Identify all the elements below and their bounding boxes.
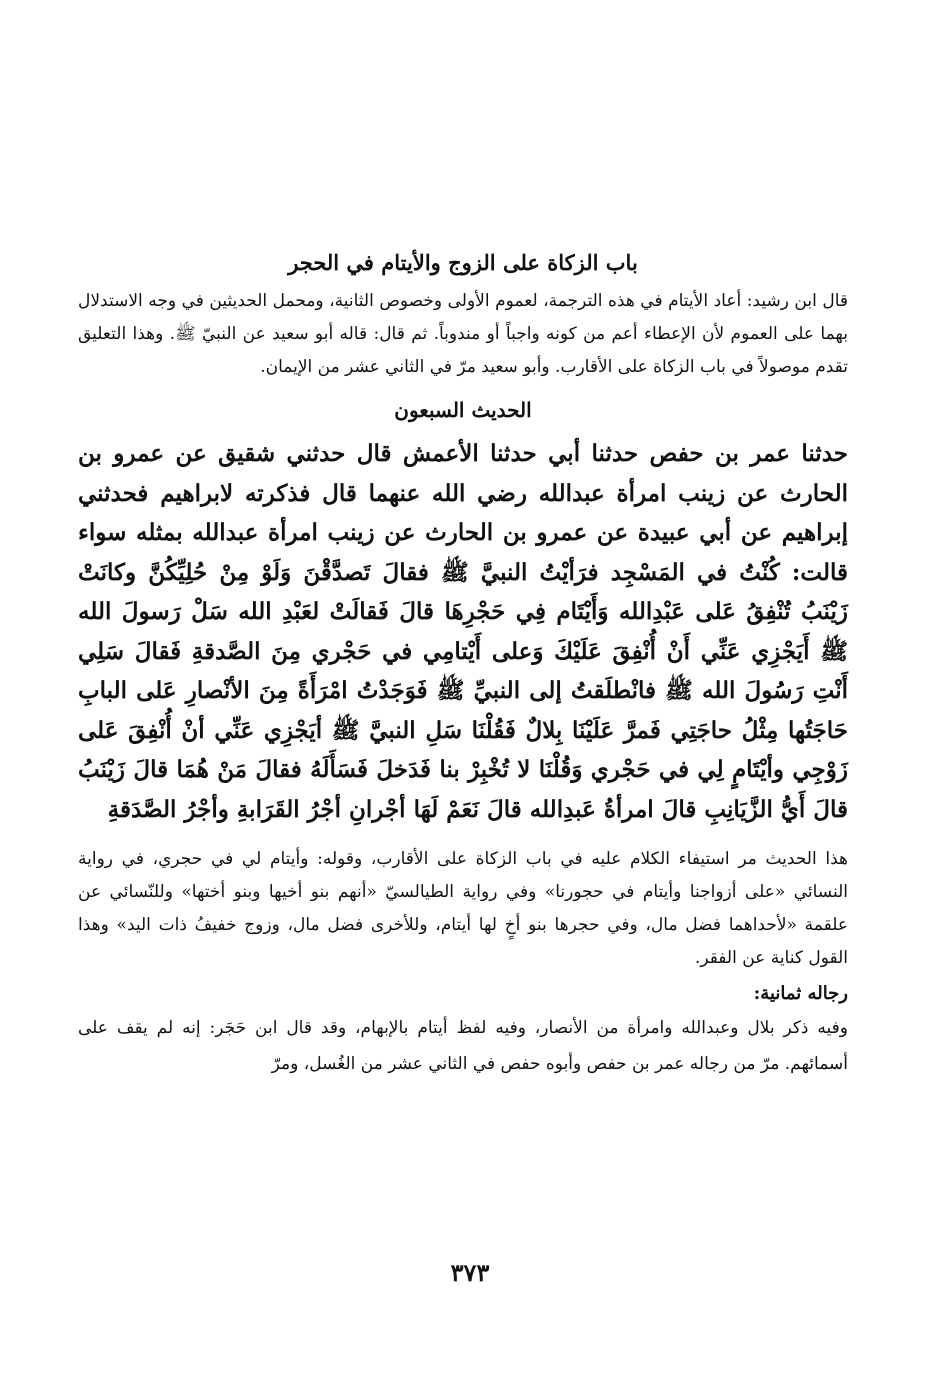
chapter-title: باب الزكاة على الزوج والأيتام في الحجر — [288, 250, 638, 275]
page-number: ٣٧٣ — [450, 1258, 490, 1287]
narrators-paragraph: وفيه ذكر بلال وعبدالله وامرأة من الأنصار، وفيه لفظ أيتام بالإبهام، وقد قال ابن حَجَر: إنه لم يقف على أسمائهم. مرّ من رجاله عمر بن حفص وأبوه حفص في الثاني عشر من الغُسل، ومرّ — [78, 1018, 848, 1074]
hadith-text: حدثنا عمر بن حفص حدثنا أبي حدثنا الأعمش قال حدثني شقيق عن عمرو بن الحارث عن زينب امرأة عبدالله رضي الله عنهما قال فذكرته لابراهيم فحدثني إبراهيم عن أبي عبيدة عن عمرو بن الحارث عن زينب امرأة عبدالله بمثله سواء قالت: كُنْتُ في المَسْجِد فرَأيْتُ النبيَّ ﷺ فقالَ تَصدَّقْنَ وَلَوْ مِنْ حُلِيِّكُنَّ وكانَتْ زَيْنَبُ تُنْفِقُ عَلى عَبْدِالله وَأَيْتَام فِي حَجْرِهَا قالَ فَقالَتْ لعَبْدِ الله سَلْ رَسولَ الله ﷺ أَيَجْزِي عَنِّي أَنْ أُنْفِقَ عَلَيْكَ وَعلى أَيْتامِي في حَجْري مِنَ الصَّدقةِ فَقالَ سَلِي أَنْتِ رَسُولَ الله ﷺ فانْطلَقتُ إلى النبيِّ ﷺ فَوَجَدْتُ امْرَأَةً مِنَ الأنْصارِ عَلى البابِ حَاجَتُها مِثْلُ حاجَتِي فَمرَّ عَلَيْنَا بِلالٌ فَقُلْنَا سَلِ النبيَّ ﷺ أيَجْزِي عَنِّي أنْ أُنْفِقَ عَلى زَوْجِي وأيْتَامٍ لِي في حَجْري وَقُلْنَا لا تُخْبِرْ بنا فَدَخلَ فَسَأَلَهُ فقالَ مَنْ هُمَا قالَ زَيْنَبُ قالَ أَيُّ الزَّيَانِبِ قالَ امرأةُ عَبدِالله قالَ نَعَمْ لَهَا أجْرانِ أجْرُ القَرَابةِ وأجْرُ الصَّدَقةِ — [78, 440, 848, 823]
page-body — [78, 250, 848, 1082]
hadith-title: الحديث السبعون — [394, 398, 532, 422]
commentary-paragraph: هذا الحديث مر استيفاء الكلام عليه في باب الزكاة على الأقارب، وقوله: وأيتام لي في حجري، في رواية النسائي «على أزواجنا وأيتام في حجورنا» وفي رواية الطيالسيّ «أنهم بنو أخيها وبنو أختها» وللنّسائي عن علقمة «لأحداهما فضل مال، وفي حجرها بنو أخٍ لها أيتام، وللأخرى فضل مال، وزوج خفيفُ ذات اليد» وهذا القول كناية عن الفقر. — [78, 849, 848, 968]
narrators-heading: رجاله ثمانية: — [753, 983, 848, 1004]
intro-paragraph: قال ابن رشيد: أعاد الأيتام في هذه الترجمة، لعموم الأولى وخصوص الثانية، ومحمل الحديثين في وجه الاستدلال بهما على العموم لأن الإعطاء أعم من كونه واجباً أو مندوباً. ثم قال: قاله أبو سعيد عن النبيّ ﷺ. وهذا التعليق تقدم موصولاً في باب الزكاة على الأقارب. وأبو سعيد مرّ في الثاني عشر من الإيمان. — [78, 291, 848, 377]
